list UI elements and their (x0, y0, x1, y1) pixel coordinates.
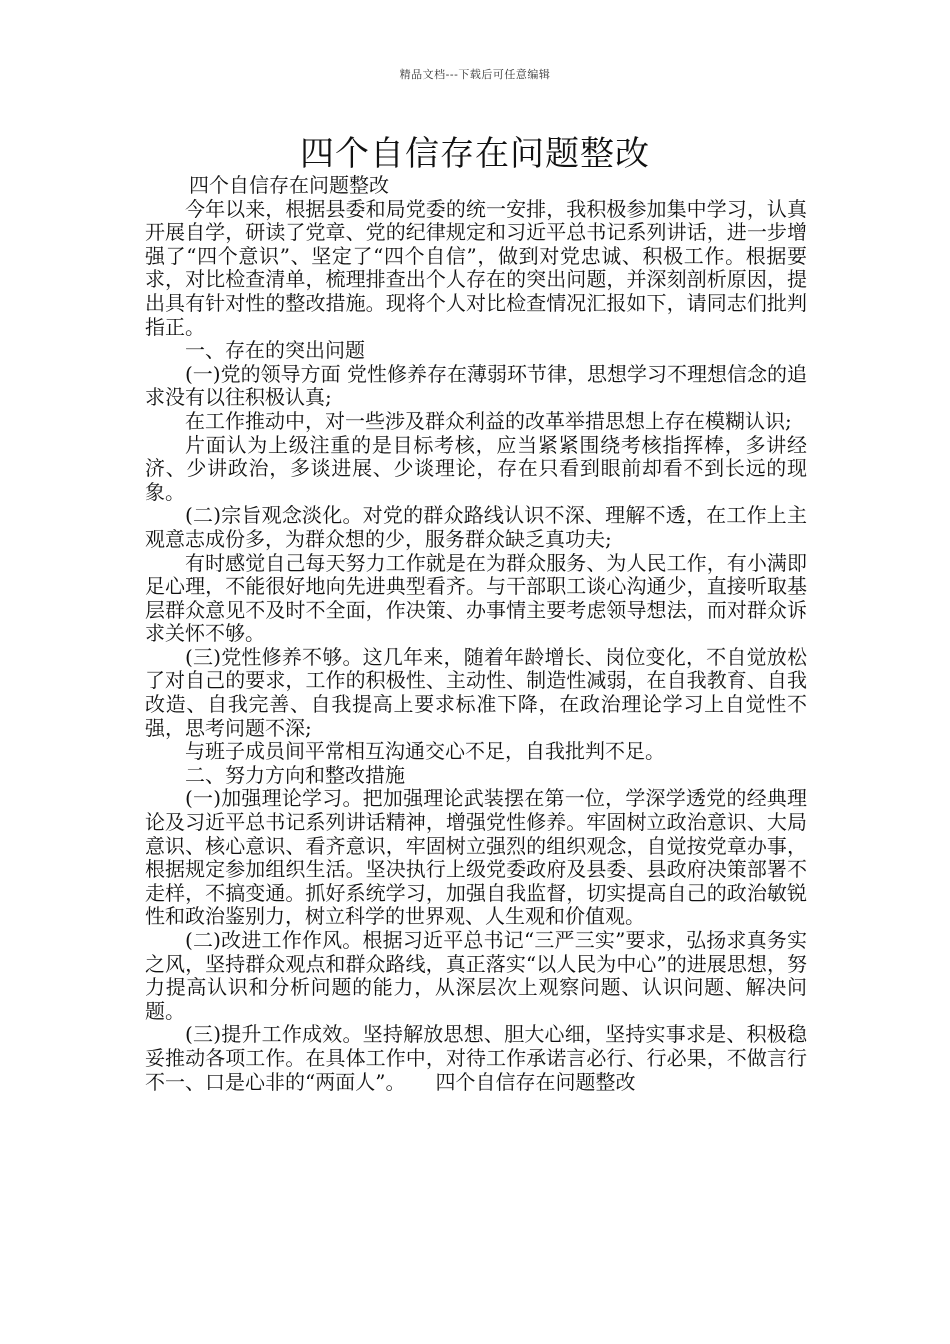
page-header-note: 精品文档---下载后可任意编辑 (399, 68, 551, 81)
document-title: 四个自信存在问题整改 (300, 134, 650, 174)
problem-paragraph-4: (二)宗旨观念淡化。对党的群众路线认识不深、理解不透，在工作上主观意志成份多，为群众想的少，服务群众缺乏真功夫; (145, 503, 807, 551)
measure-paragraph-1: (一)加强理论学习。把加强理论武装摆在第一位，学深学透党的经典理论及习近平总书记系列讲话精神，增强党性修养。牢固树立政治意识、大局意识、核心意识、看齐意识，牢固树立强烈的组织观念，自觉按党章办事，根据规定参加组织生活。坚决执行上级党委政府及县委、县政府决策部署不走样，不搞变通。抓好系统学习，加强自我监督，切实提高自己的政治敏锐性和政治鉴别力，树立科学的世界观、人生观和价值观。 (145, 786, 807, 929)
section-heading-measures: 二、努力方向和整改措施 (185, 762, 405, 787)
problem-paragraph-2: 在工作推动中，对一些涉及群众利益的改革举措思想上存在模糊认识; (185, 408, 792, 433)
problem-paragraph-1: (一)党的领导方面 党性修养存在薄弱环节律，思想学习不理想信念的追求没有以往积极认真; (145, 361, 807, 410)
section-heading-problems: 一、存在的突出问题 (185, 338, 365, 363)
problem-paragraph-3: 片面认为上级注重的是目标考核，应当紧紧围绕考核指挥棒，多讲经济、少讲政治，多谈进展、少谈理论，存在只看到眼前却看不到长远的现象。 (145, 432, 807, 504)
problem-paragraph-5: 有时感觉自己每天努力工作就是在为群众服务、为人民工作，有小满即足心理，不能很好地向先进典型看齐。与干部职工谈心沟通少，直接听取基层群众意见不及时不全面，作决策、办事情主要考虑领导想法，而对群众诉求关怀不够。 (145, 550, 807, 646)
document-body (145, 174, 807, 1094)
document-subtitle: 四个自信存在问题整改 (189, 173, 389, 197)
measure-paragraph-3: (三)提升工作成效。坚持解放思想、胆大心细，坚持实事求是、积极稳妥推动各项工作。在具体工作中，对待工作承诺言必行、行必果，不做言行不一、口是心非的“两面人”。 四个自信存在问题整改 (145, 1022, 807, 1094)
measure-paragraph-2: (二)改进工作作风。根据习近平总书记“三严三实”要求，弘扬求真务实之风，坚持群众观点和群众路线，真正落实“以人民为中心”的进展思想，努力提高认识和分析问题的能力，从深层次上观察问题、认识问题、解决问题。 (145, 928, 807, 1023)
problem-paragraph-6: (三)党性修养不够。这几年来，随着年龄增长、岗位变化，不自觉放松了对自己的要求，工作的积极性、主动性、制造性减弱，在自我教育、自我改造、自我完善、自我提高上要求标准下降，在政治理论学习上自觉性不强，思考问题不深; (145, 644, 807, 740)
problem-paragraph-7: 与班子成员间平常相互沟通交心不足，自我批判不足。 (185, 739, 665, 764)
intro-paragraph: 今年以来，根据县委和局党委的统一安排，我积极参加集中学习，认真开展自学，研读了党章、党的纪律规定和习近平总书记系列讲话，进一步增强了“四个意识”、坚定了“四个自信”，做到对党忠诚、积极工作。根据要求，对比检查清单，梳理排查出个人存在的突出问题，并深刻剖析原因，提出具有针对性的整改措施。现将个人对比检查情况汇报如下，请同志们批判指正。 (145, 196, 807, 339)
